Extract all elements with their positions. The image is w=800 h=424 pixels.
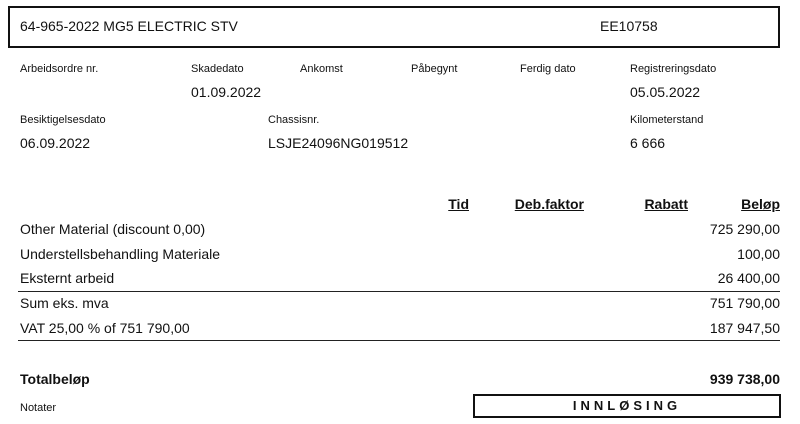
vehicle-code: EE10758 (600, 18, 658, 34)
ferdig-dato-label: Ferdig dato (520, 63, 576, 75)
total-label: Totalbeløp (20, 371, 90, 387)
line-item-label: Understellsbehandling Materiale (20, 246, 221, 262)
sum-divider (18, 291, 780, 292)
line-item-amount: 100,00 (737, 246, 780, 262)
chassisnr-label: Chassisnr. (268, 114, 320, 126)
total-divider (18, 340, 780, 341)
vat-label: VAT 25,00 % of 751 790,00 (20, 320, 190, 336)
line-item-label: Other Material (discount 0,00) (20, 221, 206, 237)
registreringsdato-value: 05.05.2022 (630, 84, 701, 100)
pabegynt-label: Påbegynt (411, 63, 458, 75)
header-rabatt: Rabatt (644, 196, 688, 212)
kilometerstand-value: 6 666 (630, 135, 666, 151)
total-amount: 939 738,00 (709, 371, 780, 387)
vehicle-title: 64-965-2022 MG5 ELECTRIC STV (20, 18, 238, 34)
skadedato-value: 01.09.2022 (191, 84, 262, 100)
header-tid: Tid (448, 196, 469, 212)
header-deb-faktor: Deb.faktor (514, 196, 584, 212)
line-item-label: Eksternt arbeid (20, 270, 115, 286)
header-belop: Beløp (741, 196, 780, 212)
line-item-amount: 26 400,00 (717, 270, 780, 286)
arbeidsordre-label: Arbeidsordre nr. (20, 63, 99, 75)
ankomst-label: Ankomst (300, 63, 343, 75)
vat-amount: 187 947,50 (709, 320, 780, 336)
kilometerstand-label: Kilometerstand (630, 114, 704, 126)
notater-label: Notater (20, 402, 57, 414)
besiktigelsesdato-label: Besiktigelsesdato (20, 114, 106, 126)
besiktigelsesdato-value: 06.09.2022 (20, 135, 91, 151)
status-box: INNLØSING (473, 394, 781, 418)
line-item-amount: 725 290,00 (709, 221, 780, 237)
chassisnr-value: LSJE24096NG019512 (268, 135, 409, 151)
sum-label: Sum eks. mva (20, 295, 109, 311)
sum-amount: 751 790,00 (709, 295, 780, 311)
skadedato-label: Skadedato (191, 63, 244, 75)
registreringsdato-label: Registreringsdato (630, 63, 717, 75)
